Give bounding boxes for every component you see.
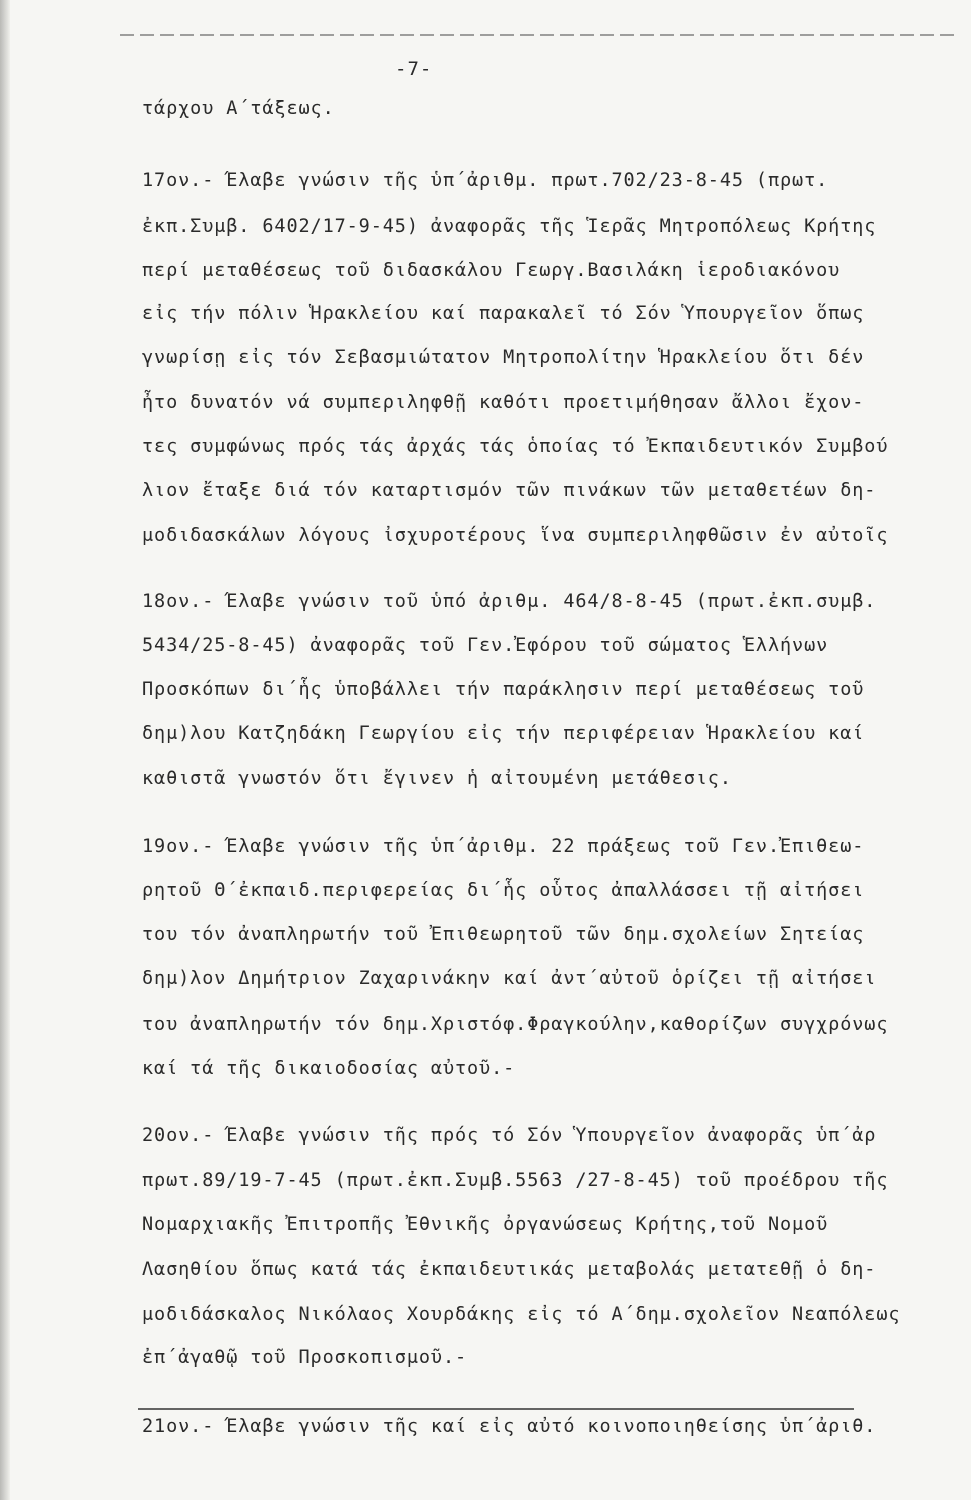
text-line: 5434/25-8-45) ἀναφορᾶς τοῦ Γεν.Ἐφόρου τοῦ σώματος Ἑλλήνων <box>142 635 829 656</box>
text-line: δημ)λον Δημήτριον Ζαχαρινάκην καί ἀντ΄αὐτοῦ ὁρίζει τῇ αἰτήσει <box>142 968 877 989</box>
text-line: εἰς τήν πόλιν Ἡρακλείου καί παρακαλεῖ τό Σόν Ὑπουργεῖον ὅπως <box>142 303 865 324</box>
text-line: του ἀναπληρωτήν τόν δημ.Χριστόφ.Φραγκούλην,καθορίζων συγχρόνως <box>142 1014 889 1035</box>
text-line: ἐκπ.Συμβ. 6402/17-9-45) ἀναφορᾶς τῆς Ἱερᾶς Μητροπόλεως Κρήτης <box>142 216 877 237</box>
text-line: λιον ἔταξε διά τόν καταρτισμόν τῶν πινάκων τῶν μεταθετέων δη- <box>142 480 877 501</box>
page-edge-shadow <box>0 0 10 1500</box>
text-line: 21ον.- Έλαβε γνώσιν τῆς καί εἰς αὐτό κοινοποιηθείσης ὑπ΄ἀριθ. <box>142 1416 877 1437</box>
text-line: γνωρίσῃ εἰς τόν Σεβασμιώτατον Μητροπολίτην Ἡρακλείου ὅτι δέν <box>142 347 865 368</box>
text-line: 17ον.- Έλαβε γνώσιν τῆς ὑπ΄ἀριθμ. πρωτ.702/23-8-45 (πρωτ. <box>142 170 829 191</box>
top-rule <box>120 34 960 36</box>
text-line: Προσκόπων δι΄ἧς ὑποβάλλει τήν παράκλησιν περί μεταθέσεως τοῦ <box>142 679 865 700</box>
text-line: περί μεταθέσεως τοῦ διδασκάλου Γεωργ.Βασιλάκη ἱεροδιακόνου <box>142 260 841 281</box>
text-line: ἦτο δυνατόν νά συμπεριληφθῇ καθότι προετιμήθησαν ἄλλοι ἔχον- <box>142 392 865 413</box>
text-line: Λασηθίου ὅπως κατά τάς ἐκπαιδευτικάς μεταβολάς μετατεθῇ ὁ δη- <box>142 1259 877 1280</box>
text-line: καί τά τῆς δικαιοδοσίας αὐτοῦ.- <box>142 1058 516 1079</box>
text-line: του τόν ἀναπληρωτήν τοῦ Ἐπιθεωρητοῦ τῶν δημ.σχολείων Σητείας <box>142 924 865 945</box>
text-line: Νομαρχιακῆς Ἐπιτροπῆς Ἐθνικῆς ὀργανώσεως Κρήτης,τοῦ Νομοῦ <box>142 1214 829 1235</box>
text-line: τες συμφώνως πρός τάς ἀρχάς τάς ὁποίας τό Ἐκπαιδευτικόν Συμβού <box>142 436 889 457</box>
text-line: 18ον.- Έλαβε γνώσιν τοῦ ὑπό ἀριθμ. 464/8-8-45 (πρωτ.ἐκπ.συμβ. <box>142 591 877 612</box>
page-number: -7- <box>395 58 433 80</box>
text-line: μοδιδασκάλων λόγους ἰσχυροτέρους ἵνα συμπεριληφθῶσιν ἐν αὐτοῖς <box>142 525 889 546</box>
text-line: ἐπ΄ἀγαθῷ τοῦ Προσκοπισμοῦ.- <box>142 1347 468 1368</box>
text-line: 20ον.- Έλαβε γνώσιν τῆς πρός τό Σόν Ὑπουργεῖον ἀναφορᾶς ὑπ΄ἀρ <box>142 1125 877 1146</box>
text-line: δημ)λου Κατζηδάκη Γεωργίου εἰς τήν περιφέρειαν Ἡρακλείου καί <box>142 723 865 744</box>
text-line: καθιστᾶ γνωστόν ὅτι ἔγινεν ἡ αἰτουμένη μετάθεσις. <box>142 768 732 789</box>
text-line: μοδιδάσκαλος Νικόλαος Χουρδάκης εἰς τό Α΄δημ.σχολεῖον Νεαπόλεως <box>142 1304 901 1325</box>
text-line: τάρχου Α΄τάξεως. <box>142 98 335 119</box>
text-line: ρητοῦ Θ΄ἐκπαιδ.περιφερείας δι΄ἧς οὗτος ἀπαλλάσσει τῇ αἰτήσει <box>142 880 865 901</box>
bottom-rule <box>138 1408 854 1410</box>
text-line: πρωτ.89/19-7-45 (πρωτ.ἐκπ.Συμβ.5563 /27-8-45) τοῦ προέδρου τῆς <box>142 1170 889 1191</box>
text-line: 19ον.- Έλαβε γνώσιν τῆς ὑπ΄ἀριθμ. 22 πράξεως τοῦ Γεν.Ἐπιθεω- <box>142 836 865 857</box>
